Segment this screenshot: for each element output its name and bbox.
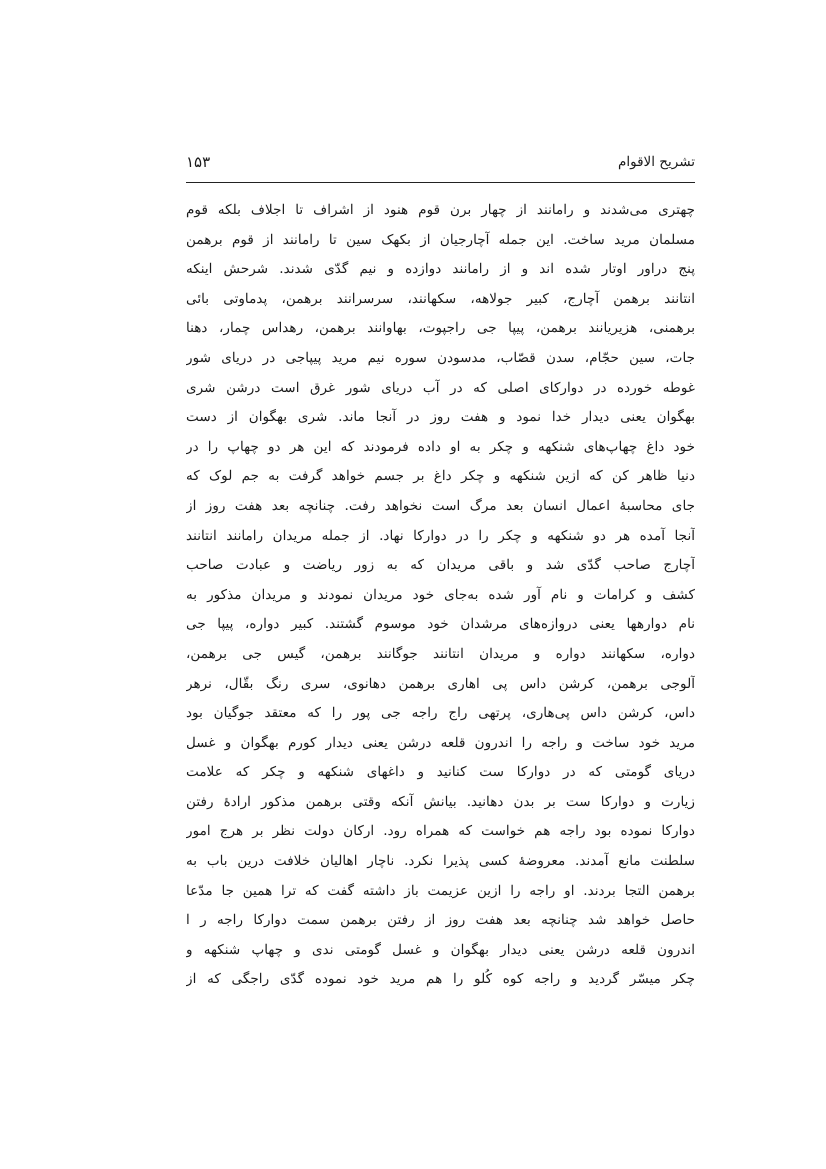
text-line: زیارت و دوارکا ست بر بدن دهانید. بیانش آنکه وقتی برهمن مذکور ارادهٔ رفتن: [186, 793, 695, 810]
text-line: غوطه خورده در دوارکای اصلی که در آب دریای شور غرق است درشن شری: [186, 379, 695, 396]
text-line: دواره، سکهانند دواره و مریدان انتانند جوگانند برهمن، گیس جی برهمن،: [186, 645, 695, 662]
text-line: چکر میسّر گردید و راجه کوه کُلو را هم مرید خود نموده گدّی راجگی که از: [186, 971, 695, 988]
running-title: تشریح الاقوام: [618, 154, 695, 170]
text-line: داس، کرشن داس پی‌هاری، پرتهی راج راجه جی پور را که معتقد جوگیان بود: [186, 705, 695, 722]
text-line: آچارج صاحب گدّی شد و باقی مریدان که به زور ریاضت و عبادت صاحب: [186, 557, 695, 574]
body-text: [186, 196, 695, 995]
text-line: دوارکا نموده بود راجه هم خواست که همراه رود. ارکان دولت نظر بر هرج امور: [186, 823, 695, 840]
page-header: [186, 152, 695, 178]
text-line: جات، سین حجّام، سدن قصّاب، مدسودن سوره نیم مرید پیپاجی در دریای شور: [186, 349, 695, 366]
text-line: مسلمان مرید ساخت. این جمله آچارجیان از بکهک سین تا رامانند از قوم برهمن: [186, 231, 695, 248]
text-line: انتانند برهمن آچارج، کبیر جولاهه، سکهانند، سرسرانند برهمن، پدماوتی بائی: [186, 290, 695, 307]
text-line: برهمن التجا بردند. او راجه را ازین عزیمت باز داشته گفت که ترا همین جا مدّعا: [186, 882, 695, 899]
header-rule: [186, 182, 695, 183]
text-line: کشف و کرامات و نام آور شده به‌جای خود مریدان نمودند و مریدان مذکور به: [186, 586, 695, 603]
text-line: دنیا ظاهر کن که ازین شنکهه و چکر داغ بر جسم خواهد گرفت به جم لوک که: [186, 468, 695, 485]
page-number: ۱۵۳: [186, 153, 211, 171]
text-line: پنج دراور اوتار شده اند و از رامانند دوازده و نیم گدّی شدند. شرحش اینکه: [186, 261, 695, 278]
text-line: آنجا آمده هر دو شنکهه و چکر را در دوارکا نهاد. از جمله مریدان رامانند انتانند: [186, 527, 695, 544]
text-line: چهتری می‌شدند و رامانند از چهار برن قوم هنود از اشراف تا اجلاف بلکه قوم: [186, 202, 695, 218]
text-line: حاصل خواهد شد چنانچه بعد هفت روز از رفتن برهمن سمت دوارکا راجه ر ا: [186, 912, 695, 929]
text-line: نام دوارهها یعنی دروازه‌های مرشدان خود موسوم گشتند. کبیر دواره، پیپا جی: [186, 616, 695, 633]
text-line: دریای گومتی که در دوارکا ست کنانید و داغهای شنکهه و چکر که علامت: [186, 764, 695, 781]
text-line: مرید خود ساخت و راجه را اندرون قلعه درشن یعنی دیدار کورم بهگوان و غسل: [186, 734, 695, 751]
text-line: اندرون قلعه درشن یعنی دیدار بهگوان و غسل گومتی ندی و چهاپ شنکهه و: [186, 941, 695, 958]
text-line: خود داغ چهاپ‌های شنکهه و چکر به او داده فرمودند که این هر دو چهاپ را در: [186, 438, 695, 455]
text-line: جای محاسبهٔ اعمال انسان بعد مرگ است نخواهد رفت. چنانچه بعد هفت روز از: [186, 497, 695, 514]
text-line: سلطنت مانع آمدند. معروضهٔ کسی پذیرا نکرد. ناچار اهالیان خلافت درین باب به: [186, 853, 695, 870]
text-line: بهگوان یعنی دیدار خدا نمود و هفت روز در آنجا ماند. شری بهگوان از دست: [186, 409, 695, 426]
text-line: برهمنی، هزیریانند برهمن، پیپا جی راجپوت، بهاوانند برهمن، رهداس چمار، دهنا: [186, 320, 695, 337]
text-line: آلوجی برهمن، کرشن داس پی اهاری برهمن دهانوی، سری رنگ بقّال، نرهر: [186, 675, 695, 692]
